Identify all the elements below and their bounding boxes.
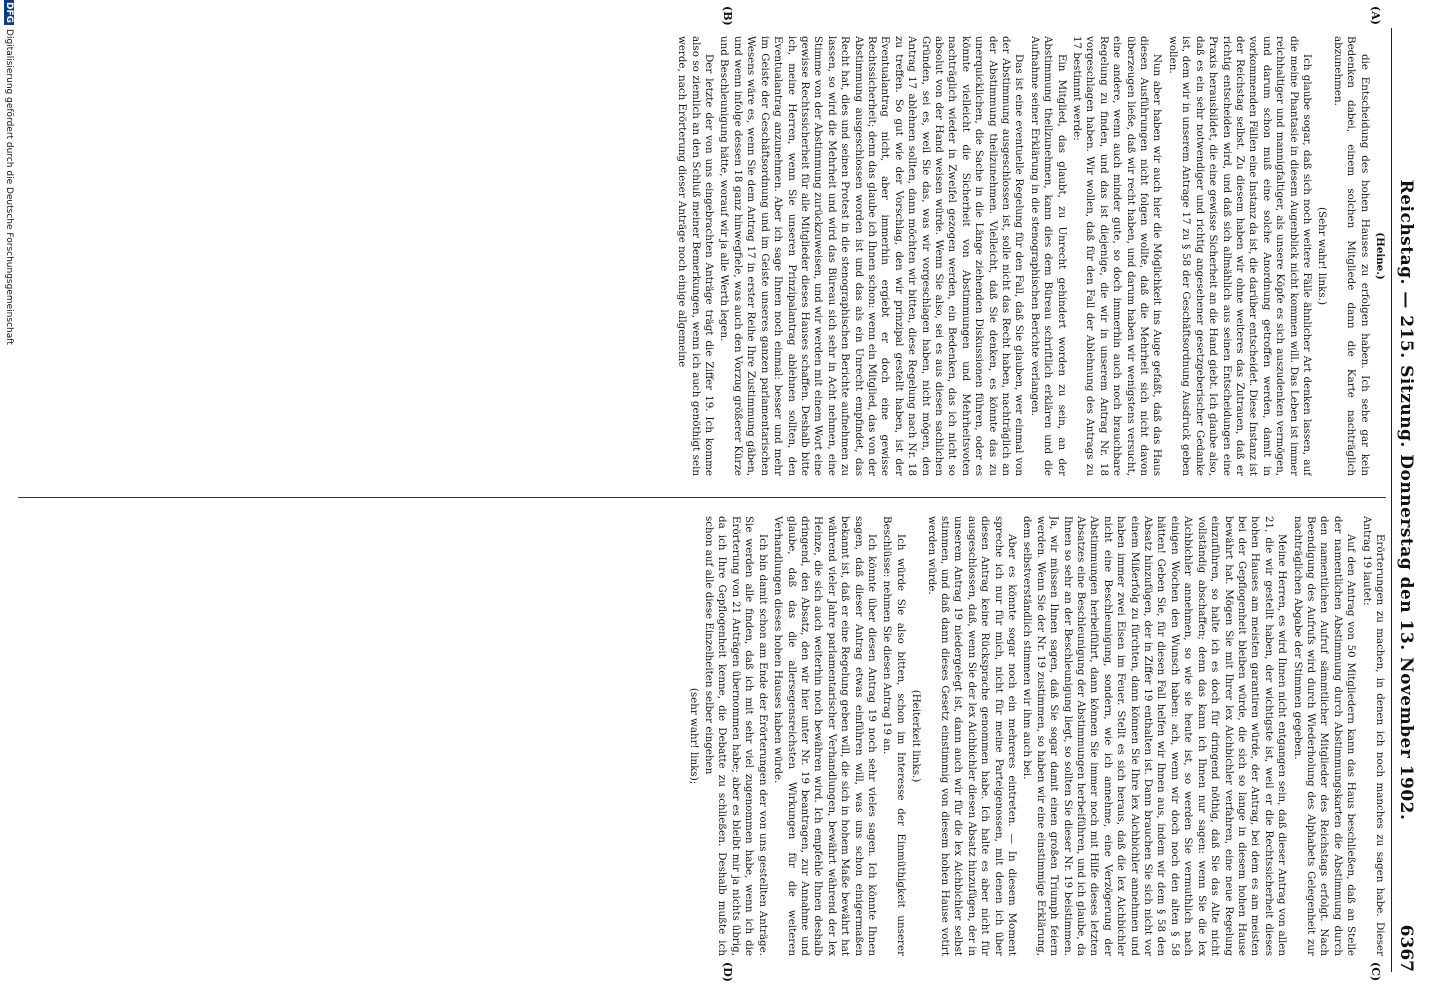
paragraph: Ich würde Sie also bitten, schon im Interesse der Einmüthigkeit unserer Beschlüsse: nehmen Sie diesen Antrag 19 an. [881,516,907,956]
page-header [1391,28,1418,972]
paragraph: Ein Mitglied, das glaubt, zu Unrecht gehindert worden zu sein, an der Abstimmung theilzunehmen, kann dies dem Büreau schriftlich erklären und die Aufnahme seiner Erklärung in die stenographischen Berichte verlangen. [1028,36,1068,476]
paragraph: (Heiterkeit links.) [910,689,923,783]
footer-vertical [0,0,14,1000]
paragraph: Der letzte der von uns eingebrachten Anträge trägt die Ziffer 19. Ich komme also so ziemlich an den Schluß meiner Bemerkungen, wenn ich auch genöthigt sein werde, nach Erörterung dieser Anträge noch einige allgemeine [676,36,716,476]
paragraph: Nun aber haben wir auch hier die Möglichkeit ins Auge gefaßt, daß das Haus diesen Ausführungen nicht folgen wollte, daß die Mehrheit sich nicht davon überzeugen ließe, daß wir recht haben, und darum haben wir wenigstens versucht, eine andere, wenn auch minder gute, so doch immerhin auch noch brauchbare Regelung zu finden, und das ist diejenige, die wir in unserem Antrag Nr. 18 vorgeschlagen haben. Wir wollen, daß für den Fall der Ablehnung des Antrags zu 17 bestimmt werde: [1071,36,1164,476]
paragraph: (Sehr wahr! links.) [1316,207,1329,305]
left-column [18,36,1386,476]
paragraph: Auf den Antrag von 50 Mitgliedern kann das Haus beschließen, daß an Stelle der namentlichen Abstimmung durch Abstimmungskarten die Abstimmung durch den namentlichen Aufruf sämmtlicher Mitglieder des Reichstags erfolgt. Nach Beendigung des Aufrufs wird durch Wiederholung des Alphabets Gelegenheit zur nachträglichen Abgabe der Stimmen gegeben. [1291,516,1358,956]
margin-mark-d: (D) [721,962,734,982]
paragraph: Ich könnte über diesen Antrag 19 noch sehr vieles sagen. Ich könnte Ihnen sagen, daß dieser Antrag etwas einführen will, was uns schon einigermaßen bekannt ist, daß er eine Regelung geben will, die sich in hohem Maße bewährt hat während vieler Jahre parlamentarischer Verhandlungen, bewährt während der lex Heinze, die sich auch weiterhin noch bewähren wird. Ich empfehle Ihnen deshalb dringend, den Absatz, den wir hier unter Nr. 19 beantragen, zur Annahme und glaube, daß das die allersegensreichsten Wirkungen für die weiteren Verhandlungen dieses hohen Hauses haben würde. [772,516,878,956]
right-paragraphs [686,516,1386,956]
margin-mark-c: (C) [1369,962,1382,982]
page-title: Reichstag. — 215. Sitzung. Donnerstag den 13. November 1902. [1396,179,1416,821]
speaker-name: (Heine.) [1374,232,1386,280]
paragraph: Ich glaube sogar, daß sich noch weitere Fälle ähnlicher Art denken lassen, auf die meine Phantasie in diesem Augenblick nicht kommen will. Das Leben ist immer reichhaltiger und mannigfaltiger, als unsere Köpfe es sich auszudenken vermögen, und darum schon muß eine solche Anordnung getroffen werden, damit in vorkommenden Fällen eine Instanz da ist, die darüber entscheidet. Diese Instanz ist der Reichstag selbst. Zu diesem haben wir ohne weiteres das Zutrauen, daß er richtig entscheiden wird, und daß sich allmählich aus seinen Entscheidungen eine Praxis herausbildet, die eine gewisse Sicherheit an die Hand giebt. Ich glaube also, daß es ein sehr notwendiger und richtig angesehener gesetzgeberischer Gedanke ist, dem wir in unserem Antrage 17 zu § 58 der Geschäftsordnung Ausdruck geben wollen. [1166,36,1313,476]
dfg-logo: DFG [4,2,14,24]
paragraph: die Entscheidung des hohen Hauses zu erfolgen haben. Ich sehe gar kein Bedenken dabei, einem solchen Mitgliede dann die Karte nachträglich abzunehmen. [1331,36,1371,476]
column-divider [18,497,1386,498]
paragraph: (sehr wahr! links); [687,687,700,785]
paragraph: Meine Herren, es wird Ihnen nicht entgangen sein, daß dieser Antrag von allen 21, die wir gestellt haben, der wichtigste ist, weil er die Rechtssicherheit dieses hohen Hauses am meisten garantiren würde, der Antrag, bei dem es am meisten bei der Gepflogenheit bleiben würde, die sich so lange in diesem hohen Hause bewährt hat. Mögen Sie mit Ihrer lex Aichbichler verfahren, eine neue Regelung einzuführen, so halte ich es doch für dringend nöthig, daß Sie das Alte nicht vollständig abschaffen; denn das kann ich Ihnen nur sagen: wenn Sie die lex Aichbichler annehmen, so wie sie heute ist, so werden Sie vermuthlich nach einigen Wochen den Wunsch haben: ach, wenn wir doch noch den alten § 58 hätten! Geben Sie, für diesen Fall helfen wir Ihnen aus, indem wir dem § 58 den Absatz hinzufügen, der in Ziffer 19 enthalten ist. Dann brauchen Sie sich nicht vor einem Mißerfolg zu fürchten, dann können Sie Ihre lex Aichbichler annehmen und haben immer zwei Eisen im Feuer. Stellt es sich heraus, daß die lex Aichbichler nicht eine Beschleunigung, sondern, wie ich annehme, eine Verzögerung der Abstimmungen herbeiführt, dann können Sie immer noch mit Hilfe dieses letzten Absatzes eine Beschleunigung der Abstimmungen herbeiführen, und ich glaube, da Ihnen so sehr an der Beschleunigung liegt, so sollten Sie dieser Nr. 19 beistimmen. Ja, wir müssen Ihnen sagen, daß Sie sogar damit einen großen Triumph feiern werden. Wenn Sie der Nr. 19 zustimmen, so haben wir eine einstimmige Erklärung, dem selbstverständlich stimmen wir ihm auch bei. [1021,516,1289,956]
paragraph: Ich bin damit schon am Ende der Erörterungen der von uns gestellten Anträge. Sie werden alle finden, daß ich mit sehr viel zugenommen habe, wenn ich die Erörterung von 21 Anträgen übernommen habe; aber es bleibt mir ja nichts übrig, da ich Ihre Gepflogenheit kenne, die Debatte zu schließen. Deshalb mußte ich schon auf alle diese Einzelheiten selber eingehen [703,516,769,956]
margin-mark-a: (A) [1369,6,1382,25]
paragraph: Aber es könnte sogar noch ein mehreres eintreten. — In diesem Moment spreche ich nur für mich, nicht für meine Parteigenossen, mit denen ich über diesen Antrag keine Rücksprache genommen habe. Ich halte es aber nicht für ausgeschlossen, daß, wenn Sie der lex Aichbichler diesen Absatz hinzufügen, der in unserem Antrag 19 niedergelegt ist, dann auch wir für die lex Aichbichler selbst stimmen, und daß dann dieses Gesetz einstimmig von diesem hohen Hause votirt werden würde. [925,516,1019,956]
paragraph: Das ist eine eventuelle Regelung für den Fall, daß Sie glauben, wer einmal von der Abstimmung ausgeschlossen ist, solle nicht das Recht haben, nachträglich an der Abstimmung theilzunehmen. Vielleicht, daß Sie denken, es könnte das zu unerquicklichen, die Sache in die Länge ziehenden Diskussionen führen, oder es könnte vielleicht die Sicherheit von Abstimmungen und Mehrheitsvoten nachträglich wieder in Zweifel gezogen werden, ein Bedenken, das ich nicht so absolut von der Hand weisen würde. Wenn Sie also, sei es aus diesen sachlichen Gründen, sei es, weil Sie das, was wir vorgeschlagen haben, nicht mögen, den Antrag 17 ablehnen sollten, dann möchten wir bitten, diese Regelung nach Nr. 18 zu treffen. So gut wie der Vorschlag, den wir prinzipal gestellt haben, ist der Eventualantrag nicht, aber immerhin ergiebt er doch eine gewisse Rechtssicherheit; denn das glaube ich Ihnen schon: wenn ein Mitglied, das von der Abstimmung ausgeschlossen worden ist und das als ein Unrecht empfindet, das Recht hat, dies und seinen Protest in die stenographischen Berichte aufnehmen zu lassen, so wird die Mehrheit und wird das Büreau sich sehr in Acht nehmen, eine Stimme von der Abstimmung zurückzuweisen, und wir werden mit einem Wort eine gewisse Rechtssicherheit für alle Mitglieder dieses Hauses schaffen. Deshalb bitte ich, meine Herren, wenn Sie unseren Prinzipalantrag ablehnen sollten, den Eventualantrag anzunehmen. Aber ich sage Ihnen noch einmal: besser und mehr im Geiste der Geschäftsordnung und im Geiste unseres ganzen parlamentarischen Wesens wäre es, wenn Sie dem Antrag 17 in erster Reihe Ihre Zustimmung gäben, und wenn infolge dessen 18 ganz hinwegfiele, was auch den Vorzug größerer Kürze und Beschleunigung hätte, worauf wir ja alle Werth legen. [718,36,1026,476]
right-column [18,516,1386,956]
digitization-note: Digitalisierung gefördert durch die Deutsche Forschungsgemeinschaft [4,29,14,345]
left-paragraphs [675,36,1371,476]
paragraph: Erörterungen zu machen, in denen ich noch manches zu sagen habe. Dieser Antrag 19 lautet: [1360,516,1386,956]
margin-mark-b: (B) [721,6,734,26]
page-number: 6367 [1396,924,1416,972]
